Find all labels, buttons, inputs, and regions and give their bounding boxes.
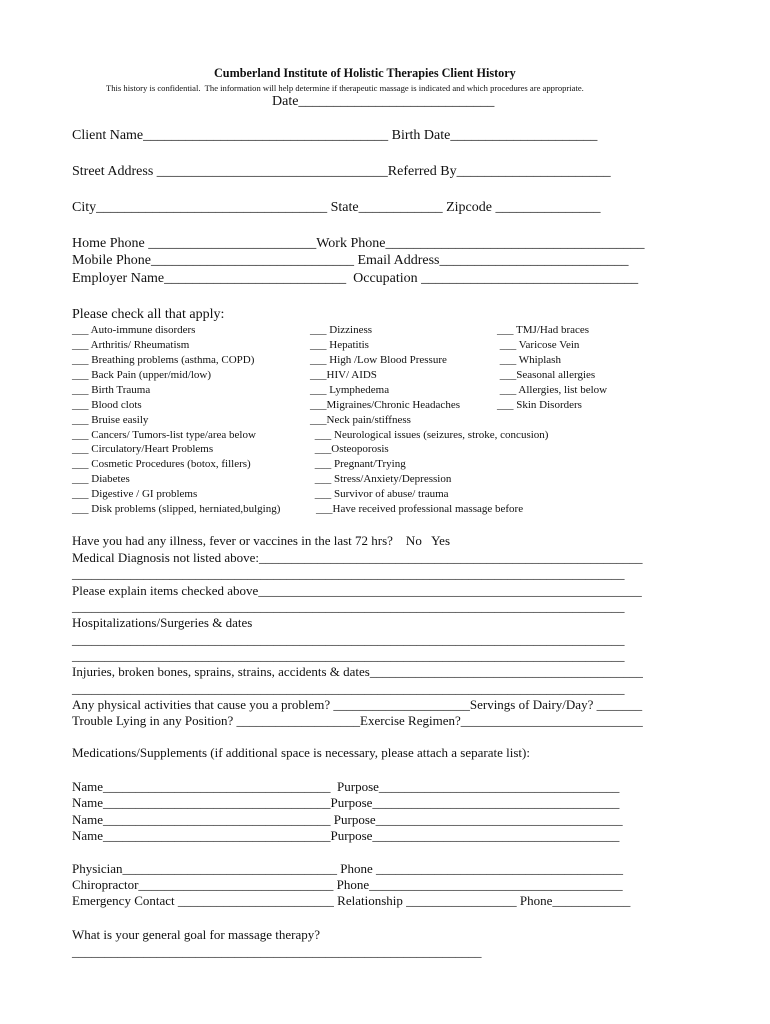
checklist-item[interactable]: ___ Bruise easily bbox=[72, 414, 149, 426]
medication-row[interactable]: Name___________________________________Purpose______________________________________ bbox=[72, 828, 620, 843]
checklist-item[interactable]: ___ Diabetes bbox=[72, 473, 130, 485]
street-address-referred-by-fields[interactable]: Street Address _________________________________Referred By______________________ bbox=[72, 164, 611, 179]
checklist-item[interactable]: ___ Allergies, list below bbox=[497, 384, 608, 396]
blank-answer-line[interactable]: _____________________________________________________________________________________ bbox=[72, 632, 625, 647]
checklist-item[interactable]: ___ Birth Trauma bbox=[72, 384, 151, 396]
goal-question: What is your general goal for massage therapy? bbox=[72, 927, 320, 942]
checklist-item[interactable]: ___ High /Low Blood Pressure bbox=[310, 354, 447, 366]
checklist-item[interactable]: ___ Auto-immune disorders bbox=[72, 324, 196, 336]
checklist-item[interactable]: ___ Dizziness bbox=[310, 324, 373, 336]
hospitalizations-label: Hospitalizations/Surgeries & dates bbox=[72, 615, 253, 630]
checklist-item[interactable]: ___ Circulatory/Heart Problems bbox=[72, 443, 214, 455]
checklist-item[interactable]: ___Migraines/Chronic Headaches bbox=[310, 399, 460, 411]
checklist-item[interactable]: ___ Skin Disorders bbox=[497, 399, 582, 411]
checklist-item[interactable]: ___ Digestive / GI problems bbox=[72, 488, 198, 500]
medications-heading: Medications/Supplements (if additional space is necessary, please attach a separate list): bbox=[72, 745, 530, 760]
medical-diagnosis-field[interactable]: Medical Diagnosis not listed above:___________________________________________________________ bbox=[72, 550, 643, 565]
checklist-item[interactable]: ___ Stress/Anxiety/Depression bbox=[312, 473, 452, 485]
checklist-item[interactable]: ___ Whiplash bbox=[497, 354, 561, 366]
mobile-phone-email-fields[interactable]: Mobile Phone_____________________________ Email Address___________________________ bbox=[72, 253, 629, 268]
checklist-item[interactable]: ___Neck pain/stiffness bbox=[310, 414, 411, 426]
checklist-item[interactable]: ___ Pregnant/Trying bbox=[312, 458, 406, 470]
checklist-item[interactable]: ___ Cosmetic Procedures (botox, fillers) bbox=[72, 458, 251, 470]
checklist-heading: Please check all that apply: bbox=[72, 307, 225, 322]
medication-row[interactable]: Name___________________________________ Purpose______________________________________ bbox=[72, 812, 623, 827]
checklist-item[interactable]: ___ Lymphedema bbox=[310, 384, 390, 396]
medication-row[interactable]: Name___________________________________ Purpose_____________________________________ bbox=[72, 779, 620, 794]
medication-row[interactable]: Name___________________________________Purpose______________________________________ bbox=[72, 795, 620, 810]
blank-answer-line[interactable]: _____________________________________________________________________________________ bbox=[72, 648, 625, 663]
checklist-item[interactable]: ___HIV/ AIDS bbox=[310, 369, 377, 381]
emergency-contact-field[interactable]: Emergency Contact ________________________ Relationship _________________ Phone____________ bbox=[72, 893, 631, 908]
client-name-birth-date-fields[interactable]: Client Name___________________________________ Birth Date_____________________ bbox=[72, 128, 598, 143]
home-work-phone-fields[interactable]: Home Phone ________________________Work Phone_____________________________________ bbox=[72, 236, 645, 251]
blank-answer-line[interactable]: _____________________________________________________________________________________ bbox=[72, 566, 625, 581]
illness-question[interactable]: Have you had any illness, fever or vaccines in the last 72 hrs? No Yes bbox=[72, 533, 450, 548]
checklist-item[interactable]: ___Seasonal allergies bbox=[497, 369, 596, 381]
employer-occupation-fields[interactable]: Employer Name__________________________ Occupation _______________________________ bbox=[72, 271, 639, 286]
injuries-field[interactable]: Injuries, broken bones, sprains, strains, accidents & dates__________________________________________ bbox=[72, 664, 643, 679]
checklist-item[interactable]: ___ Cancers/ Tumors-list type/area below bbox=[72, 429, 256, 441]
confidential-note: This history is confidential. The information will help determine if therapeutic massage is indicated and which procedures are appropriate. bbox=[106, 83, 584, 93]
blank-answer-line[interactable]: _____________________________________________________________________________________ bbox=[72, 681, 625, 696]
checklist-item[interactable]: ___ Blood clots bbox=[72, 399, 142, 411]
checklist-item[interactable]: ___ Varicose Vein bbox=[497, 339, 580, 351]
checklist-item[interactable]: ___ Arthritis/ Rheumatism bbox=[72, 339, 190, 351]
checklist-item[interactable]: ___ Back Pain (upper/mid/low) bbox=[72, 369, 212, 381]
checklist-item[interactable]: ___ TMJ/Had braces bbox=[497, 324, 590, 336]
checklist-item[interactable]: ___Have received professional massage before bbox=[316, 503, 524, 515]
explain-items-field[interactable]: Please explain items checked above___________________________________________________________ bbox=[72, 583, 642, 598]
form-title: Cumberland Institute of Holistic Therapies Client History bbox=[214, 66, 516, 80]
checklist-item[interactable]: ___ Disk problems (slipped, herniated,bulging) bbox=[72, 503, 281, 515]
checklist-item[interactable]: ___Osteoporosis bbox=[312, 443, 389, 455]
physician-field[interactable]: Physician_________________________________ Phone ______________________________________ bbox=[72, 861, 624, 876]
chiropractor-field[interactable]: Chiropractor______________________________ Phone_______________________________________ bbox=[72, 877, 623, 892]
city-state-zipcode-fields[interactable]: City_________________________________ State____________ Zipcode _______________ bbox=[72, 200, 601, 215]
checklist-item[interactable]: ___ Survivor of abuse/ trauma bbox=[312, 488, 449, 500]
checklist-item[interactable]: ___ Neurological issues (seizures, stroke, concusion) bbox=[312, 429, 549, 441]
checklist-item[interactable]: ___ Hepatitis bbox=[310, 339, 369, 351]
physical-activities-dairy-fields[interactable]: Any physical activities that cause you a problem? _____________________Servings of Dairy/Day? _______ bbox=[72, 697, 643, 712]
date-field[interactable]: Date____________________________ bbox=[272, 94, 495, 109]
checklist-item[interactable]: ___ Breathing problems (asthma, COPD) bbox=[72, 354, 255, 366]
goal-answer-field[interactable]: _______________________________________________________________ bbox=[72, 944, 482, 959]
blank-answer-line[interactable]: _____________________________________________________________________________________ bbox=[72, 599, 625, 614]
trouble-lying-exercise-fields[interactable]: Trouble Lying in any Position? ___________________Exercise Regimen?____________________________ bbox=[72, 713, 643, 728]
